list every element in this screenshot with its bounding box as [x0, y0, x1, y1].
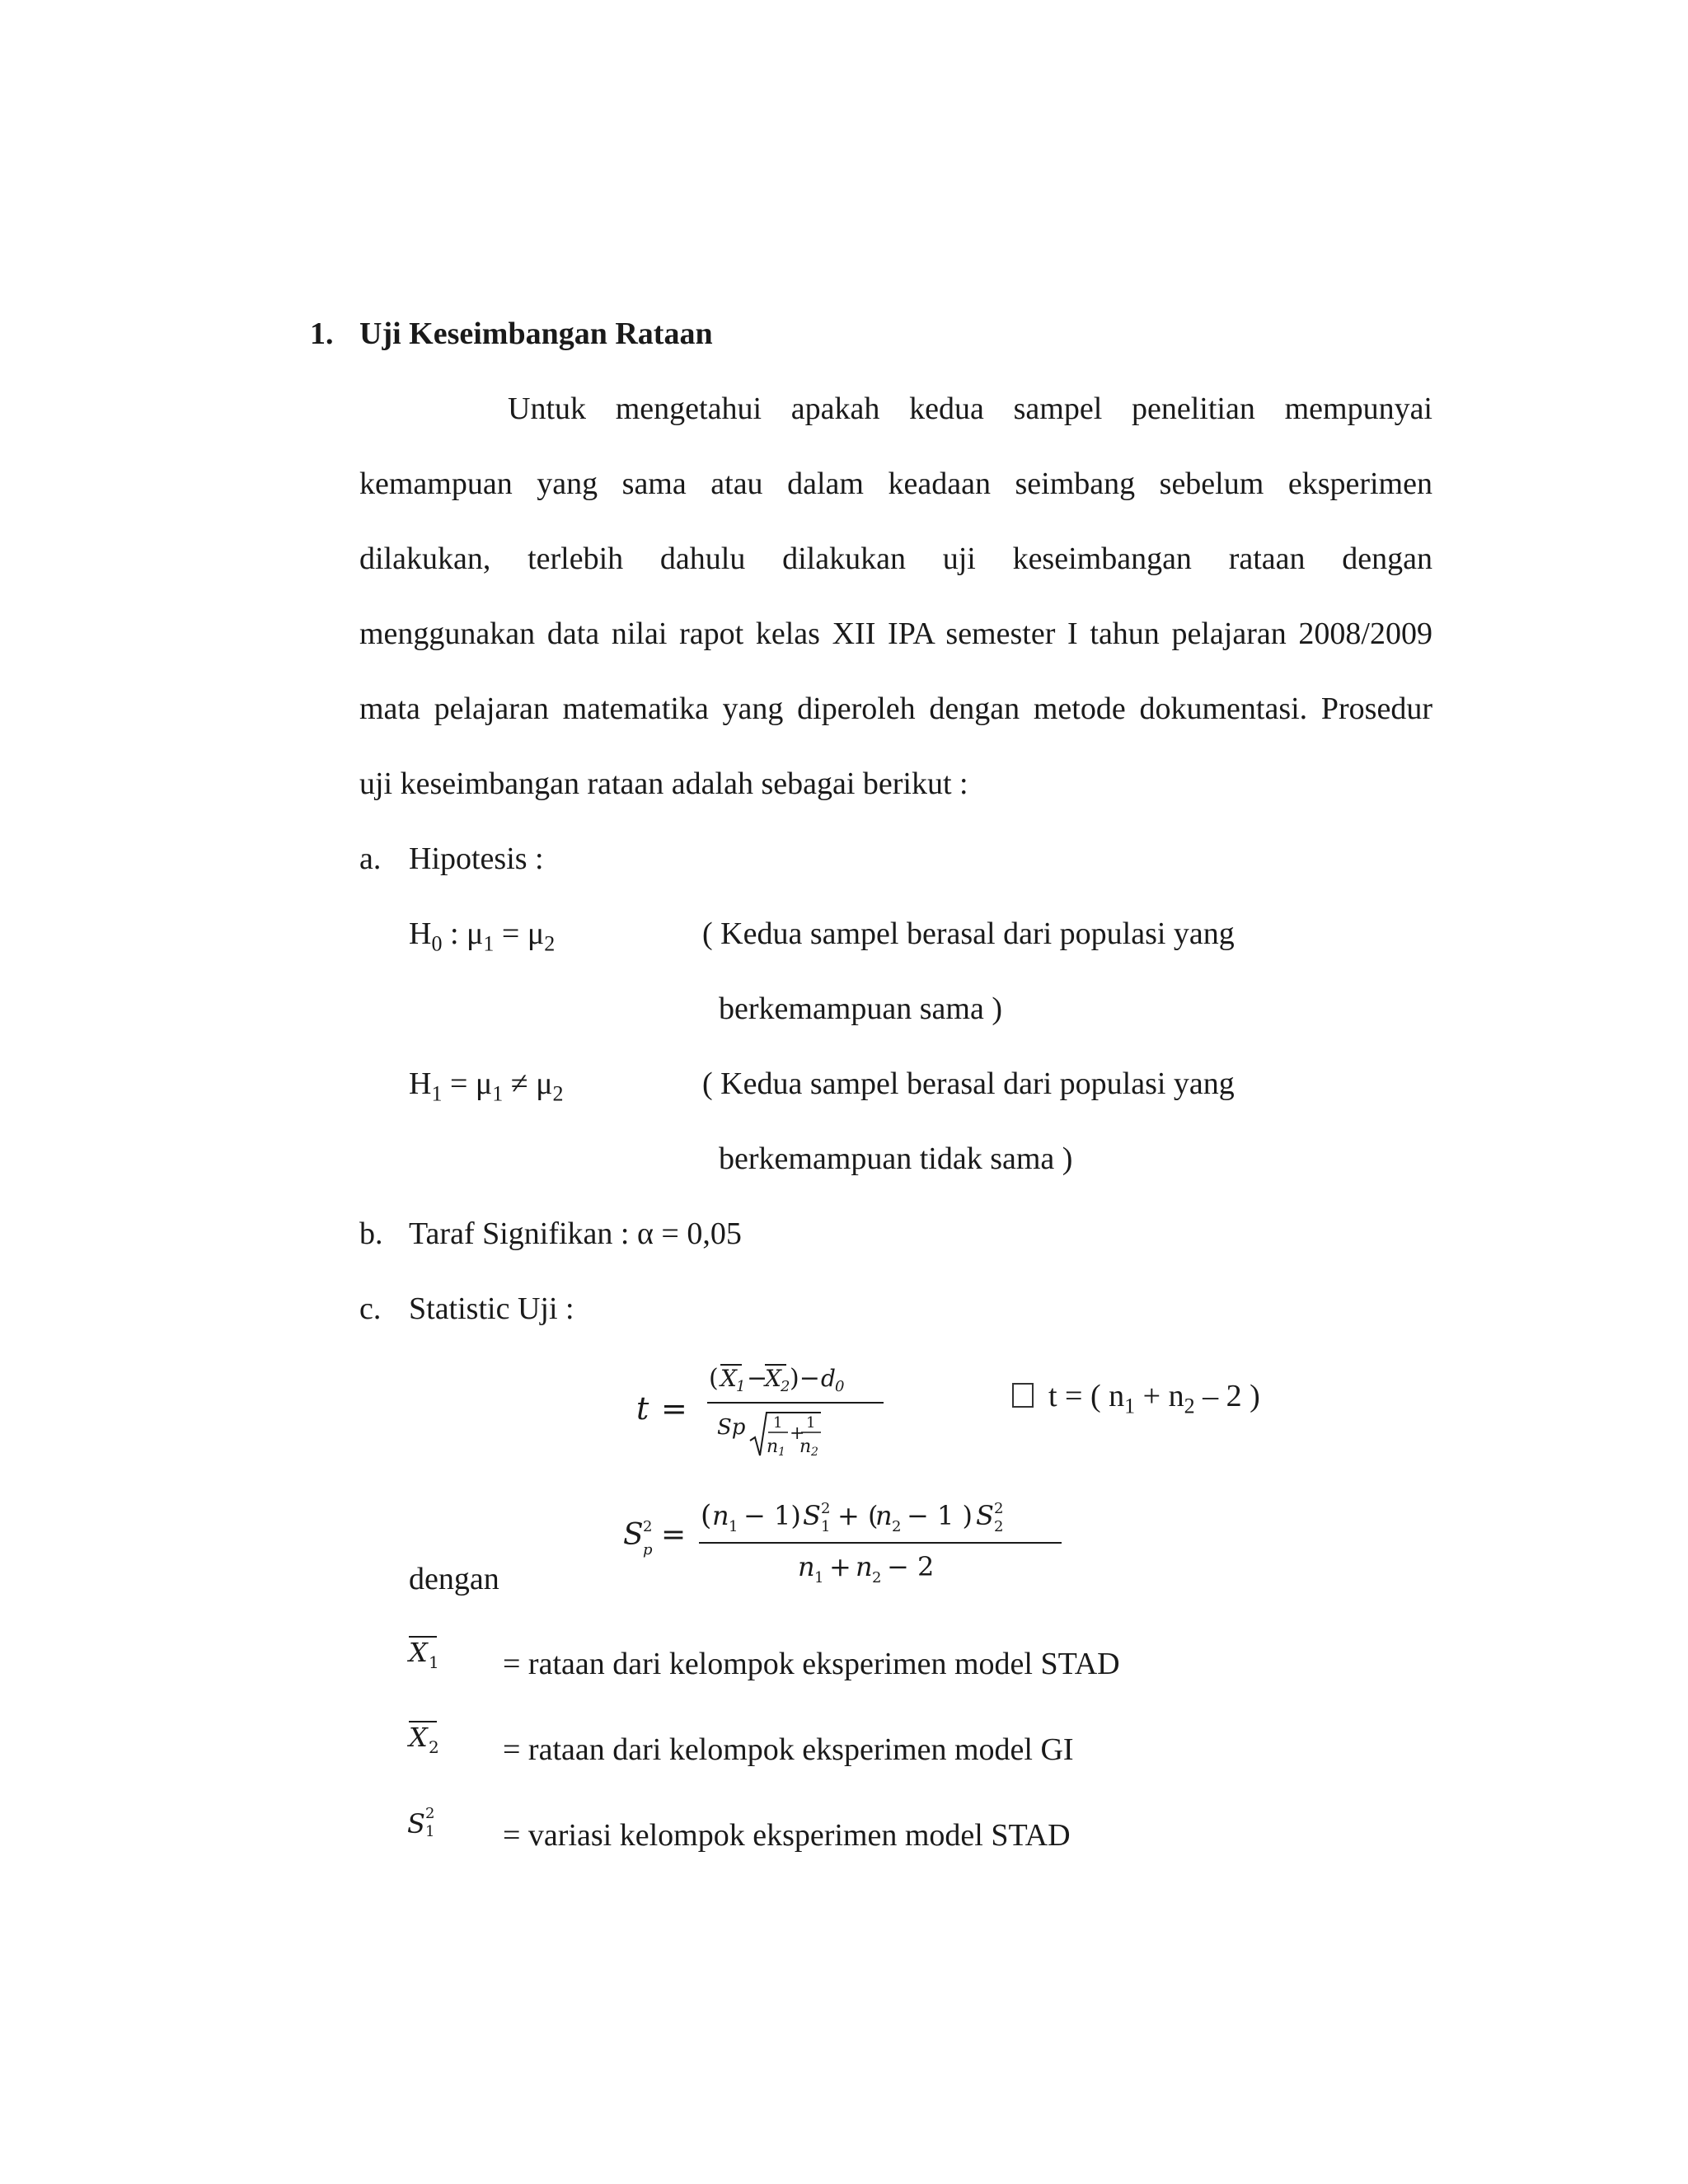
svg-text:− 1): − 1): [743, 1500, 801, 1531]
svg-text:2: 2: [781, 1378, 790, 1395]
svg-text:2: 2: [821, 1500, 831, 1517]
svg-text:2: 2: [872, 1569, 882, 1582]
paragraph-line-3: dilakukan, terlebih dahulu dilakukan uji keseimbangan rataan dengan: [359, 541, 1432, 576]
svg-text:1: 1: [729, 1518, 738, 1535]
paragraph-line-5: mata pelajaran matematika yang diperoleh dengan metode dokumentasi. Prosedur: [359, 691, 1432, 726]
svg-text:(: (: [709, 1364, 719, 1393]
paragraph-line-1: Untuk mengetahui apakah kedua sampel penelitian mempunyai: [508, 391, 1432, 426]
svg-text:2: 2: [811, 1446, 818, 1459]
svg-text:n: n: [767, 1436, 779, 1457]
svg-text:2: 2: [429, 1737, 439, 1757]
svg-text:n: n: [856, 1551, 873, 1582]
svg-text:2: 2: [425, 1805, 435, 1822]
svg-text:1: 1: [429, 1652, 439, 1672]
svg-text:+: +: [829, 1551, 851, 1582]
hypothesis-h1: $H_1 = \mu_1 \ne \mu_2$: [409, 1066, 564, 1106]
pooled-variance-formula: [610, 1492, 1071, 1582]
svg-text:d: d: [821, 1365, 836, 1392]
item-b-marker: b.: [359, 1216, 383, 1251]
svg-text:(: (: [701, 1499, 712, 1532]
svg-text:2: 2: [643, 1518, 653, 1535]
svg-text:n: n: [712, 1500, 729, 1531]
svg-text:=: =: [661, 1390, 687, 1427]
svg-text:)−: )−: [790, 1364, 820, 1393]
svg-text:1: 1: [814, 1569, 824, 1582]
dof-text: t = ( n: [1048, 1379, 1125, 1413]
svg-text:1: 1: [821, 1518, 831, 1535]
dengan-label: dengan: [409, 1562, 499, 1596]
svg-text:2: 2: [994, 1518, 1004, 1535]
item-b-label: Taraf Signifikan : α = 0,05: [409, 1216, 742, 1251]
h0-description-line-1: ( Kedua sampel berasal dari populasi yang: [702, 916, 1235, 951]
svg-text:+ (: + (: [837, 1500, 879, 1531]
svg-text:X: X: [409, 1722, 428, 1753]
svg-text:S: S: [623, 1518, 644, 1552]
svg-text:1: 1: [736, 1378, 746, 1395]
h1-description-line-1: ( Kedua sampel berasal dari populasi yang: [702, 1066, 1235, 1101]
s1-squared-symbol: [404, 1802, 453, 1843]
svg-text:t: t: [636, 1390, 649, 1427]
svg-text:2: 2: [892, 1518, 902, 1535]
degrees-of-freedom: t = ( $n_1 + n_2 - 2$ ): [1012, 1380, 1260, 1412]
paragraph-line-2: kemampuan yang sama atau dalam keadaan seimbang sebelum eksperimen: [359, 466, 1432, 501]
svg-text:=: =: [661, 1518, 687, 1552]
svg-text:1: 1: [806, 1414, 816, 1432]
svg-text:n: n: [798, 1551, 815, 1582]
section-number: 1.: [310, 316, 334, 351]
svg-text:+: +: [790, 1423, 805, 1444]
svg-text:X: X: [765, 1365, 781, 1392]
svg-text:n: n: [799, 1436, 812, 1457]
item-c-marker: c.: [359, 1291, 382, 1326]
svg-text:1: 1: [425, 1823, 435, 1840]
x1-bar-symbol: [404, 1632, 453, 1673]
svg-text:−: −: [747, 1364, 768, 1393]
missing-glyph-icon: [1012, 1383, 1034, 1408]
svg-text:p: p: [643, 1541, 653, 1558]
h1-description-line-2: berkemampuan tidak sama ): [719, 1141, 1073, 1176]
svg-text:2: 2: [994, 1500, 1004, 1517]
h0-description-line-2: berkemampuan sama ): [719, 991, 1002, 1026]
paragraph-line-4: menggunakan data nilai rapot kelas XII IPA semester I tahun pelajaran 2008/2009: [359, 616, 1432, 651]
t-statistic-formula: [626, 1352, 907, 1467]
svg-text:n: n: [875, 1500, 893, 1531]
svg-text:S: S: [976, 1500, 994, 1531]
svg-text:S: S: [407, 1808, 425, 1840]
svg-text:Sp: Sp: [717, 1415, 746, 1440]
item-a-marker: a.: [359, 841, 382, 876]
definition-s1-squared: = variasi kelompok eksperimen model STAD: [503, 1818, 1071, 1853]
x2-bar-symbol: [404, 1717, 453, 1758]
svg-text:S: S: [803, 1500, 821, 1531]
definition-x1: = rataan dari kelompok eksperimen model STAD: [503, 1647, 1120, 1681]
svg-text:− 2: − 2: [887, 1551, 935, 1582]
paragraph-line-6: uji keseimbangan rataan adalah sebagai berikut :: [359, 766, 968, 801]
svg-text:0: 0: [835, 1378, 845, 1395]
svg-text:X: X: [720, 1365, 737, 1392]
item-c-label: Statistic Uji :: [409, 1291, 574, 1326]
hypothesis-h0: $H_0$ : $\mu_1 = \mu_2$: [409, 916, 556, 956]
section-title: Uji Keseimbangan Rataan: [359, 316, 713, 351]
svg-text:X: X: [409, 1637, 428, 1668]
definition-x2: = rataan dari kelompok eksperimen model GI: [503, 1732, 1074, 1767]
item-a-label: Hipotesis :: [409, 841, 544, 876]
svg-text:1: 1: [773, 1414, 783, 1432]
svg-text:1: 1: [778, 1446, 785, 1459]
svg-text:− 1 ): − 1 ): [907, 1500, 973, 1531]
